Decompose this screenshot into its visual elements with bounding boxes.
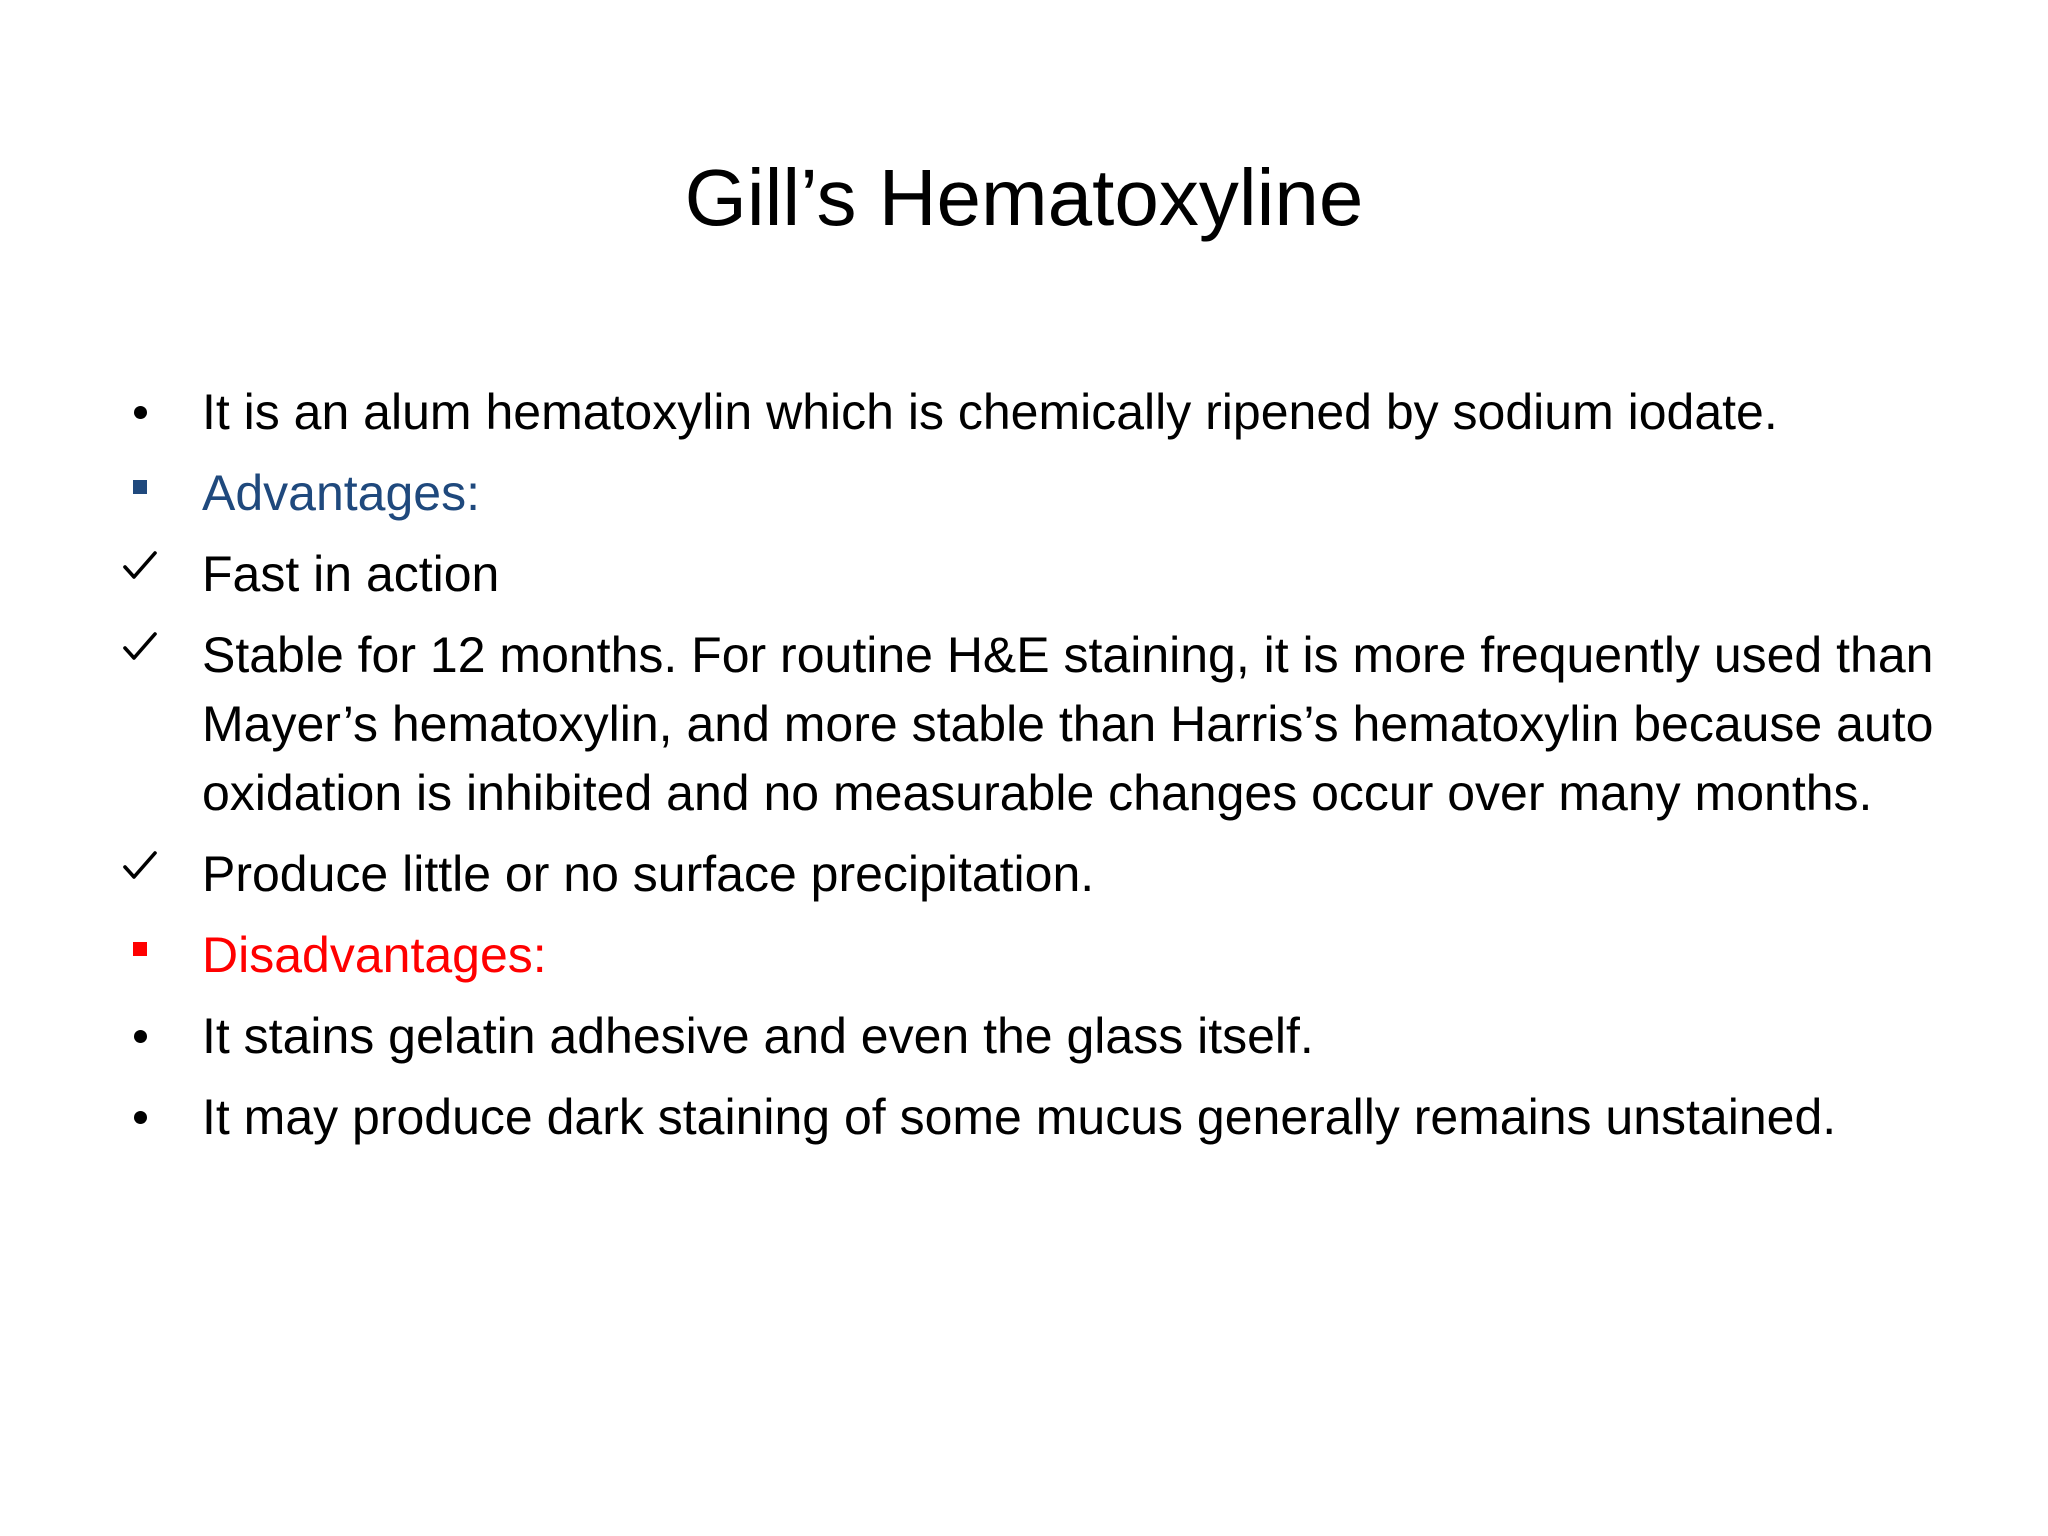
square-bullet-icon — [120, 459, 160, 528]
list-item — [120, 1002, 1980, 1071]
list-item-text: Produce little or no surface precipitation. — [202, 846, 1095, 902]
checkmark-icon — [120, 621, 160, 690]
list-item — [120, 378, 1980, 447]
advantages-heading: Advantages: — [202, 465, 480, 521]
list-item-text: It may produce dark staining of some mucus generally remains unstained. — [202, 1089, 1837, 1145]
list-item-text: Fast in action — [202, 546, 500, 602]
bullet-list — [120, 378, 1980, 1164]
list-item — [120, 540, 1980, 609]
list-item-text: It is an alum hematoxylin which is chemically ripened by sodium iodate. — [202, 384, 1778, 440]
checkmark-icon — [120, 840, 160, 909]
list-item-disadvantages-heading — [120, 921, 1980, 990]
disadvantages-heading: Disadvantages: — [202, 927, 547, 983]
list-item-text: It stains gelatin adhesive and even the glass itself. — [202, 1008, 1314, 1064]
list-item — [120, 1083, 1980, 1152]
slide-title: Gill’s Hematoxyline — [684, 153, 1364, 242]
square-bullet-icon — [120, 921, 160, 990]
checkmark-icon — [120, 540, 160, 609]
list-item-advantages-heading — [120, 459, 1980, 528]
list-item — [120, 840, 1980, 909]
bullet-dot-icon — [120, 378, 160, 447]
bullet-dot-icon — [120, 1083, 160, 1152]
list-item-text: Stable for 12 months. For routine H&E staining, it is more frequently used than Mayer’s hematoxylin, and more stable than Harris’s hematoxylin because auto oxidation is inhibited and no measurable changes occur over many months. — [202, 627, 1934, 821]
list-item — [120, 621, 1980, 828]
bullet-dot-icon — [120, 1002, 160, 1071]
